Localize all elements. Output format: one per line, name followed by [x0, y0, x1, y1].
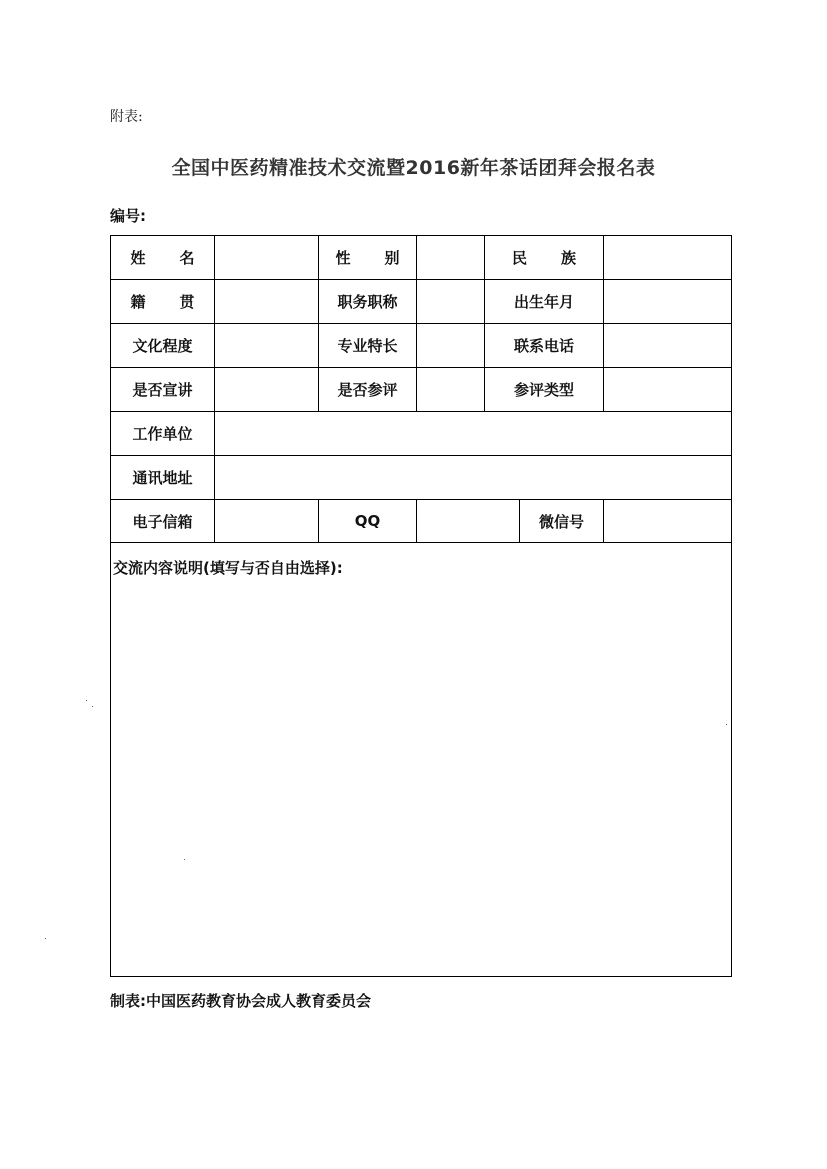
- exchange-content-area[interactable]: [111, 543, 731, 578]
- annex-label: 附表:: [110, 109, 143, 125]
- specialty-label: 专业特长: [319, 324, 417, 368]
- position-title-label: 职务职称: [319, 280, 417, 324]
- name-value[interactable]: [215, 236, 319, 280]
- address-label: 通讯地址: [111, 456, 215, 500]
- employer-label: 工作单位: [111, 412, 215, 456]
- scan-speck: [86, 700, 87, 701]
- gender-label: 性 别: [319, 236, 417, 280]
- wechat-value[interactable]: [604, 500, 731, 543]
- scan-speck: [45, 938, 46, 939]
- qq-label: QQ: [319, 500, 417, 543]
- ethnicity-label: 民 族: [485, 236, 604, 280]
- address-value[interactable]: [215, 456, 731, 500]
- scan-speck: [184, 859, 185, 860]
- evaluation-type-value[interactable]: [604, 368, 731, 412]
- ethnicity-value[interactable]: [604, 236, 731, 280]
- evaluation-type-label: 参评类型: [485, 368, 604, 412]
- issuer-footer: 制表:中国医药教育协会成人教育委员会: [110, 992, 372, 1010]
- education-value[interactable]: [215, 324, 319, 368]
- birth-date-label: 出生年月: [485, 280, 604, 324]
- scan-speck: [726, 724, 727, 725]
- phone-value[interactable]: [604, 324, 731, 368]
- education-label: 文化程度: [111, 324, 215, 368]
- wechat-label: 微信号: [520, 500, 604, 543]
- birth-date-value[interactable]: [604, 280, 731, 324]
- presenting-label: 是否宣讲: [111, 368, 215, 412]
- specialty-value[interactable]: [417, 324, 485, 368]
- phone-label: 联系电话: [485, 324, 604, 368]
- form-title: 全国中医药精准技术交流暨2016新年茶话团拜会报名表: [171, 157, 656, 179]
- presenting-value[interactable]: [215, 368, 319, 412]
- evaluation-value[interactable]: [417, 368, 485, 412]
- exchange-content-label: 交流内容说明(填写与否自由选择):: [113, 559, 343, 577]
- email-label: 电子信箱: [111, 500, 215, 543]
- position-title-value[interactable]: [417, 280, 485, 324]
- evaluation-label: 是否参评: [319, 368, 417, 412]
- registration-form-table: [110, 235, 732, 977]
- gender-value[interactable]: [417, 236, 485, 280]
- scan-speck: [92, 706, 93, 707]
- origin-value[interactable]: [215, 280, 319, 324]
- origin-label: 籍 贯: [111, 280, 215, 324]
- employer-value[interactable]: [215, 412, 731, 456]
- qq-value[interactable]: [417, 500, 520, 543]
- name-label: 姓 名: [111, 236, 215, 280]
- serial-number-label: 编号:: [110, 207, 146, 225]
- email-value[interactable]: [215, 500, 319, 543]
